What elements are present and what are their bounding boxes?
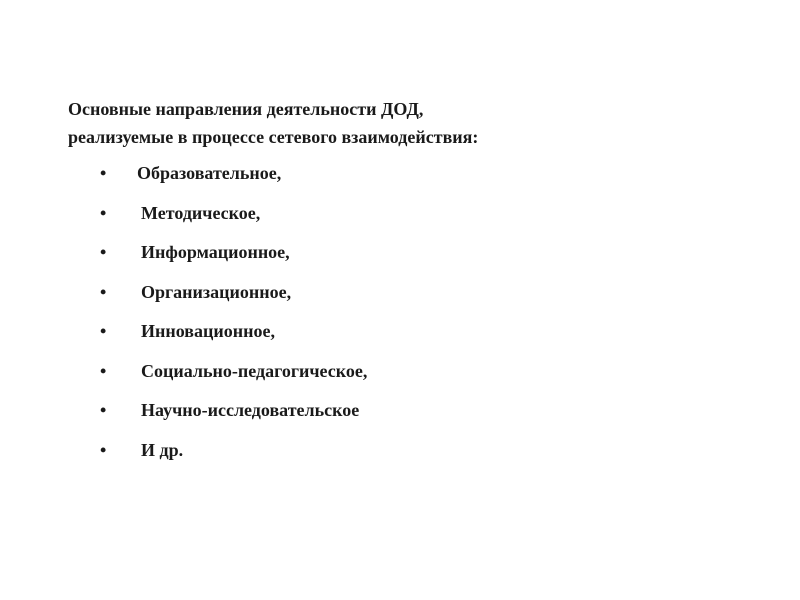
bullet-icon: • bbox=[100, 400, 107, 420]
bullet-icon: • bbox=[100, 202, 107, 223]
slide-heading bbox=[68, 95, 768, 151]
list-item-label: Научно-исследовательское bbox=[141, 400, 360, 420]
bullet-icon: • bbox=[100, 281, 107, 302]
heading-line-1: Основные направления деятельности ДОД, bbox=[68, 99, 424, 119]
heading-line-2: реализуемые в процессе сетевого взаимодействия: bbox=[68, 127, 479, 147]
bullet-icon: • bbox=[100, 360, 107, 381]
list-item-label: Информационное, bbox=[141, 242, 290, 262]
bullet-icon: • bbox=[100, 321, 107, 341]
list-item-label: Образовательное, bbox=[137, 163, 282, 183]
bullet-icon: • bbox=[100, 163, 107, 183]
bullet-icon: • bbox=[100, 439, 107, 460]
bullet-icon: • bbox=[100, 242, 107, 262]
list-item-label: Методическое, bbox=[141, 202, 261, 223]
list-item-label: Организационное, bbox=[141, 281, 292, 302]
list-item-label: И др. bbox=[141, 439, 184, 460]
list-item-label: Социально-педагогическое, bbox=[141, 360, 368, 381]
list-item-label: Инновационное, bbox=[141, 321, 275, 341]
